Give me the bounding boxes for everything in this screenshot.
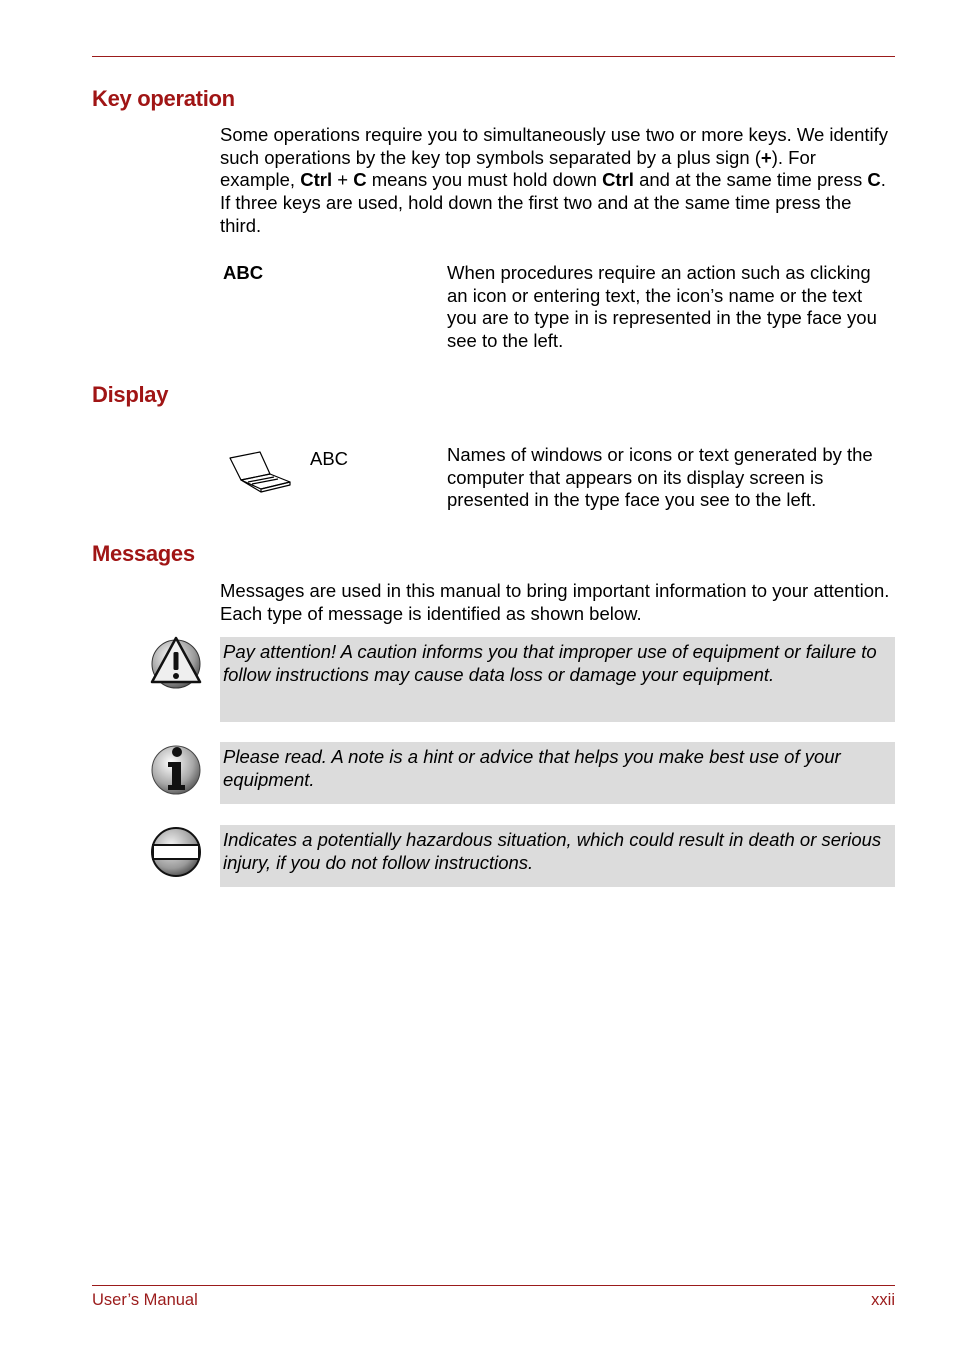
laptop-icon	[226, 448, 294, 494]
key-operation-example-label: ABC	[223, 262, 264, 283]
info-icon	[150, 743, 202, 797]
note-message: Please read. A note is a hint or advice that helps you make best use of your equipment.	[220, 742, 895, 804]
heading-key-operation: Key operation	[92, 86, 235, 111]
key-operation-paragraph: Some operations require you to simultaneously use two or more keys. We identify such operations by the key top symbols separated by a plus sign (+). For example, Ctrl + C means you must hold down Ctrl and at the same time press C. If three keys are used, hold down the first two and at the same time press the third.	[220, 124, 889, 236]
ctrl-key: Ctrl	[300, 169, 333, 191]
heading-messages: Messages	[92, 541, 195, 566]
c-key: C	[353, 169, 367, 191]
display-example-label: ABC	[310, 448, 349, 469]
heading-display: Display	[92, 382, 169, 407]
warning-message: Indicates a potentially hazardous situation, which could result in death or serious injury, if you do not follow instructions.	[220, 825, 895, 887]
caution-message: Pay attention! A caution informs you that improper use of equipment or failure to follow instructions may cause data loss or damage your equipment.	[220, 637, 895, 722]
bottom-rule	[92, 1285, 895, 1286]
caution-icon	[150, 636, 202, 690]
messages-intro: Messages are used in this manual to bring important information to your attention. Each type of message is identified as shown below.	[220, 580, 890, 624]
ctrl-key: Ctrl	[602, 169, 634, 191]
display-example-text: Names of windows or icons or text generated by the computer that appears on its display screen is presented in the type face you see to the left.	[447, 444, 873, 511]
footer-title: User’s Manual	[92, 1291, 198, 1309]
warning-icon	[150, 826, 202, 878]
key-operation-example-text: When procedures require an action such as clicking an icon or entering text, the icon’s name or the text you are to type in is represented in the type face you see to the left.	[447, 262, 877, 352]
page-number: xxii	[871, 1291, 895, 1309]
c-key: C	[867, 169, 881, 191]
plus-key: +	[760, 146, 772, 168]
top-rule	[92, 56, 895, 57]
